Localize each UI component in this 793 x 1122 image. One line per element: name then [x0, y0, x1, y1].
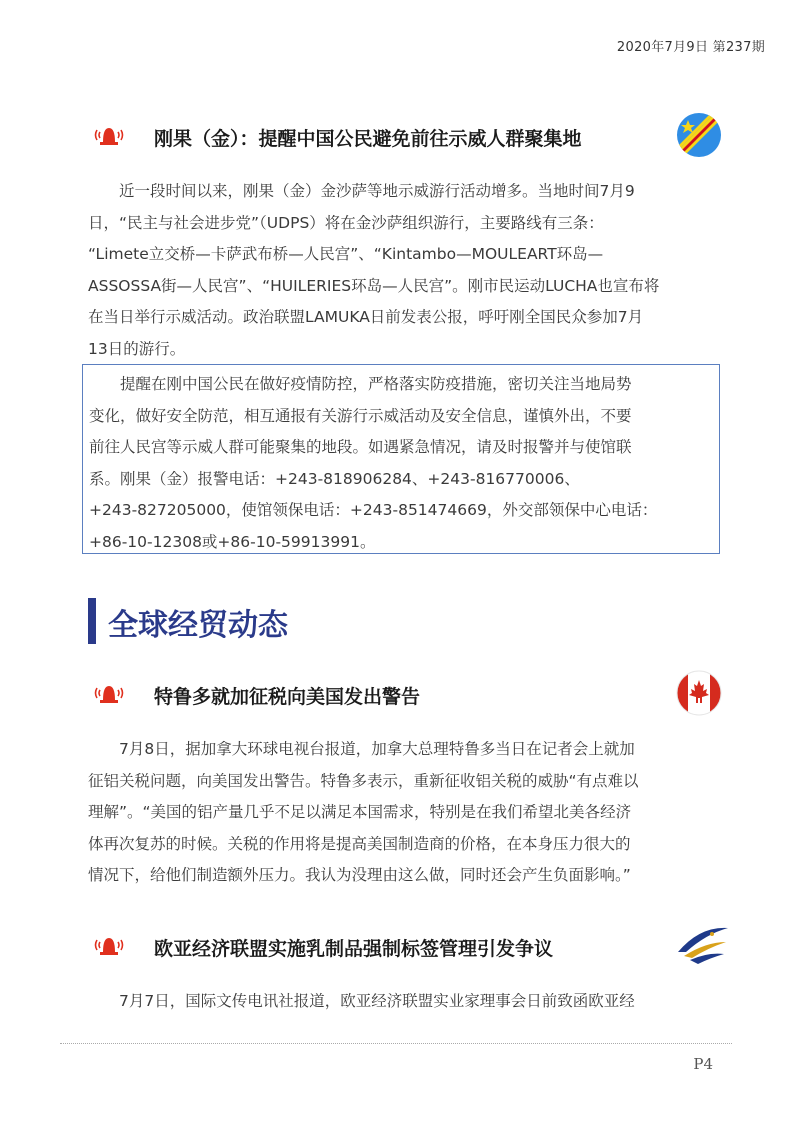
section1-paragraph — [88, 176, 720, 365]
section-heading-eaeu — [92, 926, 722, 966]
text-line: 7月7日，国际文传电讯社报道，欧亚经济联盟实业家理事会日前致函欧亚经 — [88, 992, 635, 1010]
text-line: 征铝关税问题，向美国发出警告。特鲁多表示，重新征收铝关税的威胁“有点难以 — [88, 771, 639, 790]
section-title: 特鲁多就加征税向美国发出警告 — [154, 686, 421, 708]
alarm-bell-icon — [92, 122, 126, 148]
text-line: 13日的游行。 — [88, 339, 186, 358]
section3-paragraph — [88, 986, 720, 1018]
text-line: ASSOSSA街—人民宫”、“HUILERIES环岛—人民宫”。刚市民运动LUCHA也宣布将 — [88, 276, 660, 295]
footer-divider — [60, 1043, 732, 1044]
issue-date: 2020年7月9日 第237期 — [616, 40, 765, 55]
section-heading-drc — [92, 116, 722, 156]
text-line: 系。刚果（金）报警电话：+243-818906284、+243-816770006、 — [89, 469, 580, 488]
section2-paragraph — [88, 734, 720, 892]
alarm-bell-icon — [92, 932, 126, 958]
text-line: 体再次复苏的时候。关税的作用将是提高美国制造商的价格，在本身压力很大的 — [88, 834, 631, 853]
eaeu-emblem-icon — [672, 922, 732, 968]
text-line: 理解”。“美国的铝产量几乎不足以满足本国需求，特别是在我们希望北美各经济 — [88, 803, 632, 821]
text-line: “Limete立交桥—卡萨武布桥—人民宫”、“Kintambo—MOULEART环岛— — [88, 245, 604, 263]
section-title: 刚果（金）：提醒中国公民避免前往示威人群聚集地 — [154, 128, 582, 150]
notice-paragraph — [89, 369, 713, 558]
safety-notice-box — [82, 364, 720, 554]
text-line: 7月8日，据加拿大环球电视台报道，加拿大总理特鲁多当日在记者会上就加 — [88, 740, 635, 758]
text-line: 在当日举行示威活动。政治联盟LAMUKA日前发表公报，呼吁刚全国民众参加7月 — [88, 308, 644, 326]
text-line: +243-827205000，使馆领保电话：+243-851474669，外交部领保中心电话： — [89, 501, 658, 519]
page-number: P4 — [693, 1055, 713, 1073]
global-trade-title: 全球经贸动态 — [108, 608, 288, 643]
section-heading-canada — [92, 674, 722, 714]
text-line: 提醒在刚中国公民在做好疫情防控，严格落实防疫措施，密切关注当地局势 — [89, 375, 632, 393]
heading-accent-bar — [88, 598, 96, 644]
text-line: 前往人民宫等示威人群可能聚集的地段。如遇紧急情况，请及时报警并与使馆联 — [89, 438, 632, 456]
drc-flag-icon — [676, 112, 722, 158]
text-line: +86-10-12308或+86-10-59913991。 — [89, 532, 376, 551]
text-line: 变化，做好安全防范，相互通报有关游行示威活动及安全信息，谨慎外出，不要 — [89, 406, 632, 425]
alarm-bell-icon — [92, 680, 126, 706]
canada-flag-icon — [676, 670, 722, 716]
text-line: 情况下，给他们制造额外压力。我认为没理由这么做，同时还会产生负面影响。” — [88, 866, 631, 884]
text-line: 日，“民主与社会进步党”（UDPS）将在金沙萨组织游行，主要路线有三条： — [88, 213, 604, 232]
section-title: 欧亚经济联盟实施乳制品强制标签管理引发争议 — [154, 938, 554, 960]
text-line: 近一段时间以来，刚果（金）金沙萨等地示威游行活动增多。当地时间7月9 — [88, 182, 635, 200]
